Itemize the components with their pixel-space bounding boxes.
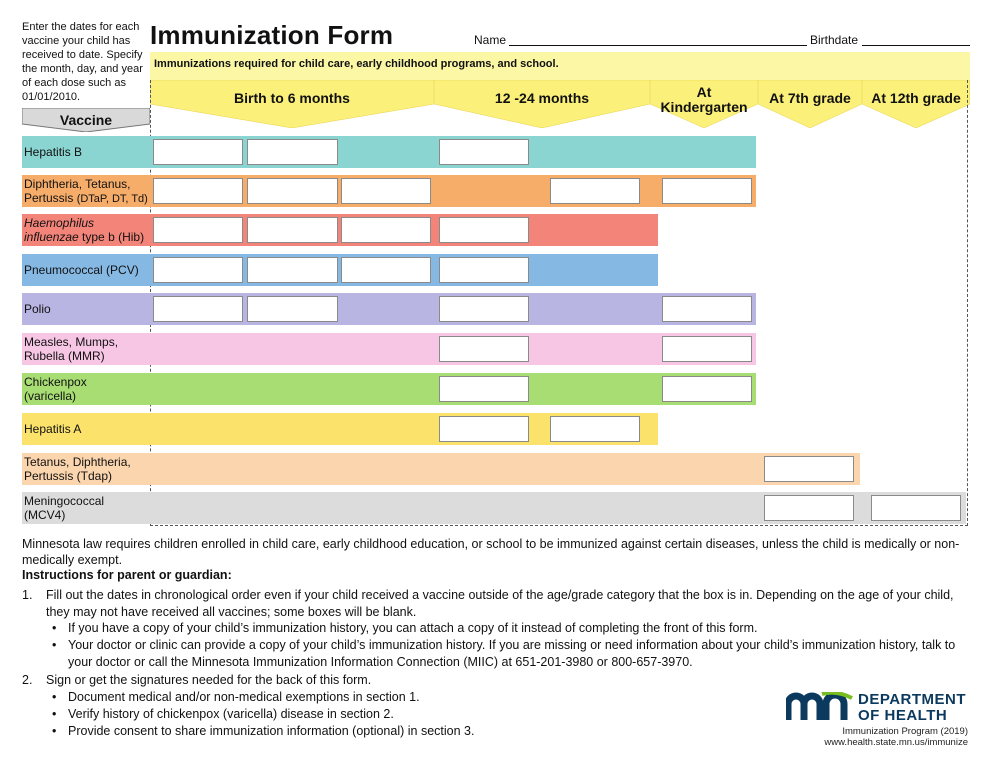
date-box-pcv-1[interactable]: [153, 257, 243, 283]
date-box-mcv4-1[interactable]: [764, 495, 854, 521]
date-box-hib-1[interactable]: [153, 217, 243, 243]
department-of-health-logo: [858, 692, 966, 724]
date-box-hepb-3[interactable]: [439, 139, 529, 165]
vaccine-label: [24, 492, 150, 524]
date-box-dtap-5[interactable]: [662, 178, 752, 204]
vaccine-row-polio: [22, 293, 756, 325]
vaccine-label-line2: (varicella): [24, 389, 77, 403]
age-header-label: At 12th grade: [871, 90, 961, 106]
instructions-heading: Instructions for parent or guardian:: [22, 568, 232, 582]
vaccine-label: [24, 214, 150, 246]
instruction-number: 2.: [22, 673, 33, 687]
date-box-mcv4-2[interactable]: [871, 495, 961, 521]
vaccine-header-label: Vaccine: [59, 112, 113, 128]
age-header-label: 12 -24 months: [494, 90, 590, 106]
instruction-bullet: If you have a copy of your child’s immunization history, you can attach a copy of it instead of completing the front of this form.: [68, 621, 758, 635]
instruction-bullet: Your doctor or clinic can provide a copy of your child’s immunization history. If you are missing or need information about your child’s immunization history, talk to your doctor or call the Minnesota Immunization Information Connection (MIIC) at 651-201-3980 or 800-657-3970.: [68, 638, 956, 669]
vaccine-label: [24, 175, 150, 207]
instruction-text: Fill out the dates in chronological order even if your child received a vaccine outside of the age/grade category that the box is in. Depending on the age of your child, they may not have received all vaccines; some boxes will be blank.: [46, 588, 954, 619]
name-field[interactable]: [509, 45, 807, 46]
instruction-bullet: Document medical and/or non-medical exemptions in section 1.: [68, 690, 420, 704]
date-box-dtap-3[interactable]: [341, 178, 431, 204]
date-box-tdap-1[interactable]: [764, 456, 854, 482]
date-box-mmr-2[interactable]: [662, 336, 752, 362]
vaccine-label: Polio: [24, 302, 51, 316]
requirement-text: Immunizations required for child care, early childhood programs, and school.: [154, 58, 559, 70]
vaccine-row-varicella: [22, 373, 756, 405]
bullet-icon: •: [52, 638, 57, 652]
vaccine-label-detail: (DTaP, DT, Td): [76, 192, 148, 205]
date-box-dtap-4[interactable]: [550, 178, 640, 204]
vaccine-label-line1: Chickenpox: [24, 375, 87, 389]
date-box-polio-4[interactable]: [662, 296, 752, 322]
page-title: Immunization Form: [150, 20, 394, 50]
age-header-label: Birth to 6 months: [234, 90, 350, 106]
date-box-hepa-2[interactable]: [550, 416, 640, 442]
vaccine-label: [24, 333, 150, 365]
bullet-icon: •: [52, 707, 57, 721]
vaccine-label-line1: Measles, Mumps,: [24, 335, 119, 349]
vaccine-label-line1: Tetanus, Diphtheria,: [24, 455, 131, 469]
bullet-icon: •: [52, 621, 57, 635]
law-text: Minnesota law requires children enrolled in child care, early childhood education, or school to be immunized against certain diseases, unless the child is medically or non-medically exempt.: [22, 537, 960, 567]
bullet-icon: •: [52, 690, 57, 704]
date-box-varicella-1[interactable]: [439, 376, 529, 402]
date-box-hib-4[interactable]: [439, 217, 529, 243]
vaccine-label: [24, 453, 150, 485]
date-box-hepb-1[interactable]: [153, 139, 243, 165]
instruction-bullet: Provide consent to share immunization information (optional) in section 3.: [68, 724, 475, 738]
vaccine-row-mmr: [22, 333, 756, 365]
instruction-bullet: Verify history of chickenpox (varicella) disease in section 2.: [68, 707, 394, 721]
vaccine-label-line2: Pertussis: [24, 190, 74, 205]
date-box-dtap-1[interactable]: [153, 178, 243, 204]
date-box-hib-3[interactable]: [341, 217, 431, 243]
age-header-label: At Kindergarten: [660, 84, 748, 115]
vaccine-row-hib: [22, 214, 658, 246]
instruction-text: Sign or get the signatures needed for the back of this form.: [46, 673, 372, 687]
vaccine-label-line2: Pertussis (Tdap): [24, 469, 113, 483]
date-box-polio-3[interactable]: [439, 296, 529, 322]
birthdate-label: Birthdate: [810, 33, 859, 47]
date-box-mmr-1[interactable]: [439, 336, 529, 362]
vaccine-label-line2: Rubella (MMR): [24, 349, 105, 363]
age-header-label: At 7th grade: [769, 90, 851, 106]
program-name: Immunization Program (2019): [842, 726, 968, 737]
bullet-icon: •: [52, 724, 57, 738]
date-box-pcv-2[interactable]: [247, 257, 338, 283]
vaccine-label: Pneumococcal (PCV): [24, 263, 139, 277]
program-url[interactable]: www.health.state.mn.us/immunize: [824, 737, 968, 748]
vaccine-label: Hepatitis B: [24, 145, 83, 159]
date-box-pcv-4[interactable]: [439, 257, 529, 283]
logo-line2: OF HEALTH: [858, 707, 948, 724]
vaccine-row-hepatitis-b: [22, 136, 756, 168]
vaccine-column-header: [22, 108, 150, 132]
vaccine-label-italic: Haemophilus influenzae: [24, 216, 95, 244]
logo-line1: DEPARTMENT: [858, 691, 967, 708]
name-label: Name: [474, 33, 507, 47]
mn-logo-icon: [786, 692, 854, 722]
vaccine-row-tdap: [22, 453, 860, 485]
date-box-varicella-2[interactable]: [662, 376, 752, 402]
vaccine-row-pcv: [22, 254, 658, 286]
date-box-hepb-2[interactable]: [247, 139, 338, 165]
intro-instructions: Enter the dates for each vaccine your child has received to date. Specify the month, day, and year of each dose such as 01/01/2010.: [22, 21, 143, 103]
vaccine-label: [24, 373, 150, 405]
birthdate-field[interactable]: [862, 45, 970, 46]
date-box-polio-1[interactable]: [153, 296, 243, 322]
date-box-hib-2[interactable]: [247, 217, 338, 243]
vaccine-label-rest: type b (Hib): [78, 230, 145, 244]
date-box-hepa-1[interactable]: [439, 416, 529, 442]
vaccine-label: Hepatitis A: [24, 422, 82, 436]
date-box-polio-2[interactable]: [247, 296, 338, 322]
instruction-number: 1.: [22, 588, 33, 602]
program-info: [800, 726, 968, 748]
date-box-pcv-3[interactable]: [341, 257, 431, 283]
vaccine-label-line1: Diphtheria, Tetanus,: [24, 176, 131, 191]
vaccine-label-line2: (MCV4): [24, 508, 66, 522]
vaccine-label-line1: Meningococcal: [24, 494, 105, 508]
date-box-dtap-2[interactable]: [247, 178, 338, 204]
